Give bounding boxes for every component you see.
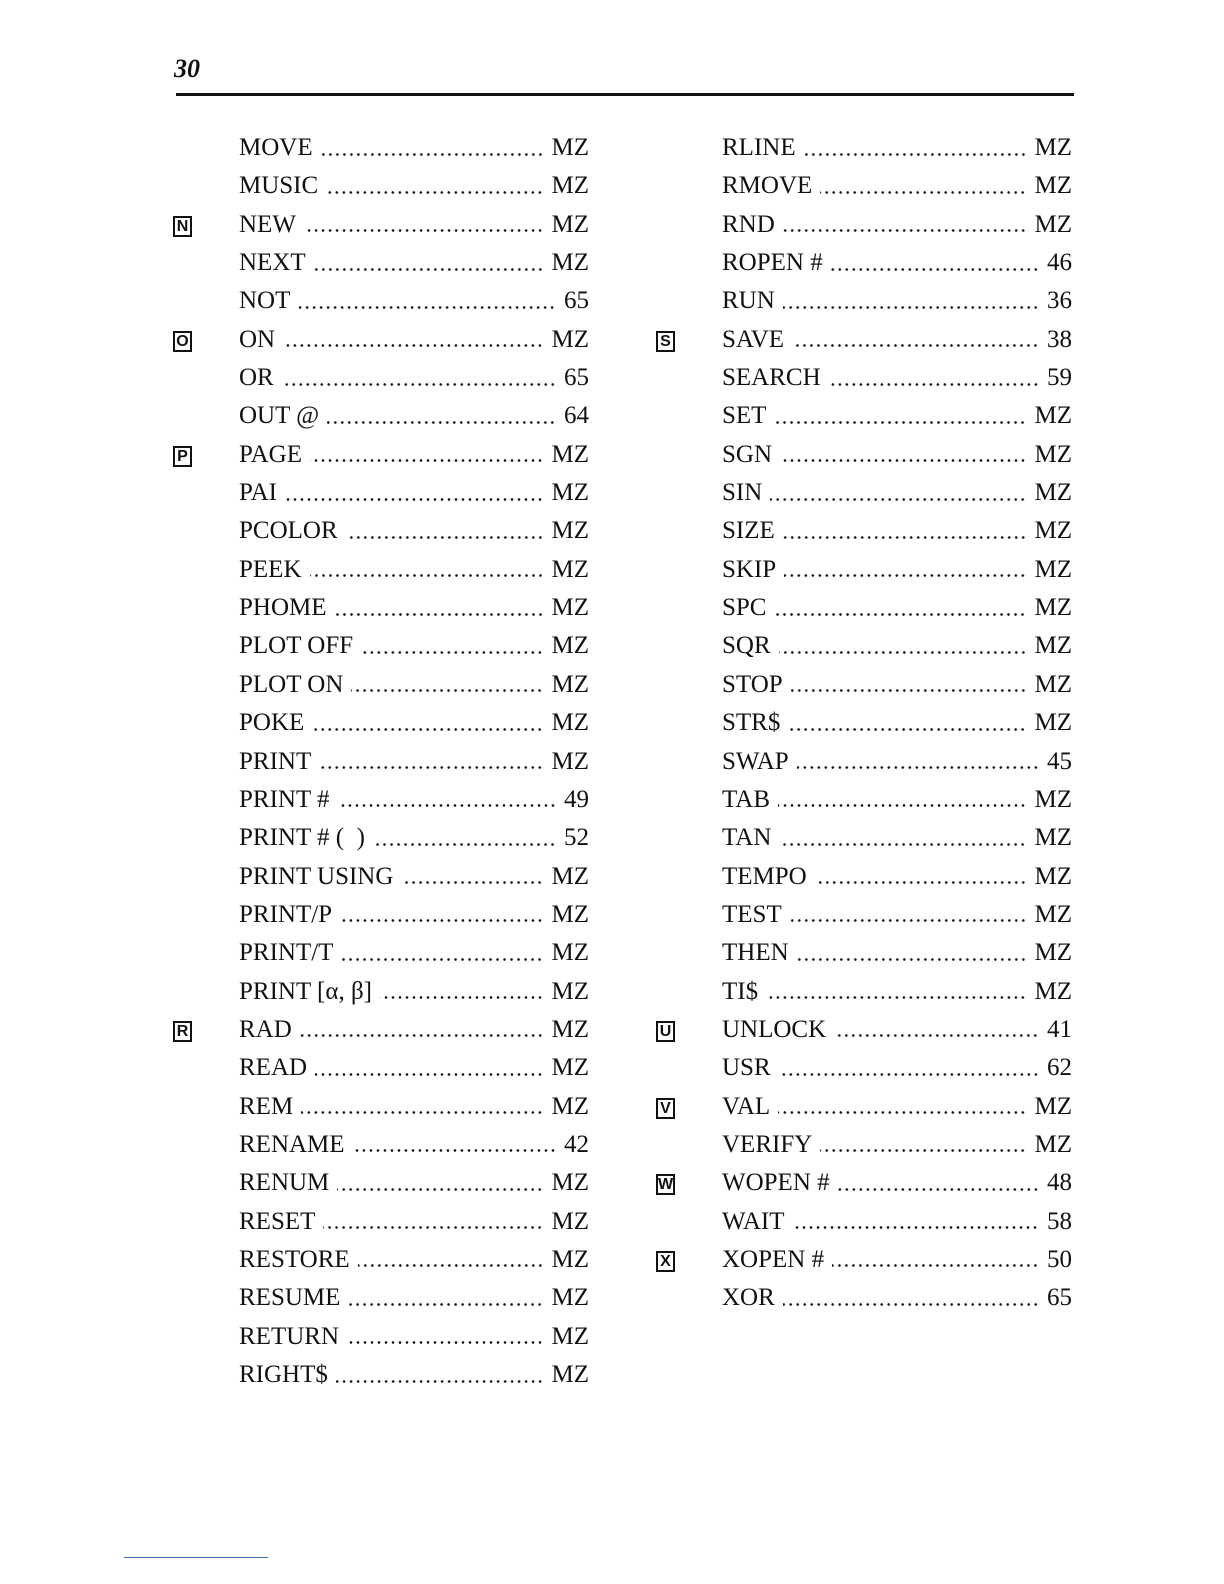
index-entry xyxy=(722,704,1072,742)
section-letter-box: U xyxy=(656,1021,675,1042)
index-entry xyxy=(722,973,1072,1011)
entry-reference: MZ xyxy=(551,172,589,200)
index-entry xyxy=(239,973,589,1011)
dot-leader xyxy=(323,1225,543,1230)
entry-keyword: RETURN xyxy=(239,1322,339,1350)
entry-keyword: ON xyxy=(239,325,276,353)
index-entry xyxy=(239,666,589,704)
entry-reference: MZ xyxy=(1034,1130,1072,1158)
dot-leader xyxy=(301,1110,543,1115)
index-entry xyxy=(722,551,1072,589)
entry-keyword: PRINT/T xyxy=(239,939,334,967)
dot-leader xyxy=(815,880,1027,885)
dot-leader xyxy=(792,343,1039,348)
entry-reference: MZ xyxy=(1034,134,1072,161)
dot-leader xyxy=(784,573,1026,578)
entry-reference: MZ xyxy=(551,1015,589,1043)
entry-keyword: SAVE xyxy=(722,325,785,353)
dot-leader xyxy=(797,957,1027,962)
entry-keyword: PRINT/P xyxy=(239,900,333,928)
index-entry xyxy=(239,206,589,244)
section-letter-box: O xyxy=(173,331,192,352)
dot-leader xyxy=(778,803,1027,808)
entry-reference: MZ xyxy=(551,555,589,583)
index-entry xyxy=(239,1088,589,1126)
index-entry xyxy=(239,474,589,512)
entry-keyword: OUT @ xyxy=(239,402,320,430)
dot-leader xyxy=(336,1379,544,1384)
index-entry xyxy=(239,1318,589,1356)
header-rule xyxy=(176,93,1074,96)
dot-leader xyxy=(300,1033,544,1038)
dot-leader xyxy=(380,995,544,1000)
index-entry xyxy=(722,321,1072,359)
dot-leader xyxy=(347,1340,544,1345)
index-entry xyxy=(722,819,1072,857)
index-entry xyxy=(722,282,1072,320)
index-entry xyxy=(239,819,589,857)
entry-keyword: WAIT xyxy=(722,1207,785,1235)
entry-keyword: STR$ xyxy=(722,709,781,737)
entry-reference: MZ xyxy=(551,479,589,507)
entry-keyword: PLOT OFF xyxy=(239,632,354,660)
entry-reference: 42 xyxy=(564,1130,589,1158)
dot-leader xyxy=(780,458,1026,463)
entry-keyword: SKIP xyxy=(722,555,777,583)
entry-keyword: NEXT xyxy=(239,249,306,277)
entry-keyword: PAI xyxy=(239,479,277,507)
entry-keyword: SIN xyxy=(722,479,763,507)
dot-leader xyxy=(766,995,1026,1000)
entry-keyword: PRINT [α, β] xyxy=(239,977,372,1005)
dot-leader xyxy=(783,305,1039,310)
section-letter-box: S xyxy=(656,331,675,352)
entry-keyword: ROPEN # xyxy=(722,249,823,277)
entry-reference: MZ xyxy=(551,517,589,545)
entry-reference: MZ xyxy=(551,1284,589,1312)
entry-keyword: SQR xyxy=(722,632,771,660)
dot-leader xyxy=(778,1110,1026,1115)
entry-reference: 64 xyxy=(564,402,589,430)
index-entry xyxy=(239,359,589,397)
index-entry xyxy=(239,858,589,896)
dot-leader xyxy=(310,573,544,578)
entry-reference: MZ xyxy=(551,1322,589,1350)
index-entry xyxy=(239,244,589,282)
index-entry xyxy=(239,1279,589,1317)
dot-leader xyxy=(774,420,1026,425)
entry-reference: 52 xyxy=(564,824,589,852)
entry-keyword: TEST xyxy=(722,900,782,928)
dot-leader xyxy=(373,842,556,847)
entry-reference: 58 xyxy=(1047,1207,1072,1235)
entry-reference: MZ xyxy=(551,1361,589,1388)
index-entry xyxy=(722,666,1072,704)
index-entry xyxy=(722,1088,1072,1126)
entry-reference: MZ xyxy=(551,594,589,622)
dot-leader xyxy=(790,918,1027,923)
entry-reference: MZ xyxy=(1034,862,1072,890)
entry-reference: 59 xyxy=(1047,364,1072,392)
index-entry xyxy=(239,934,589,972)
index-entry xyxy=(722,1049,1072,1087)
section-letter-box: R xyxy=(173,1021,192,1042)
dot-leader xyxy=(783,228,1027,233)
index-entry xyxy=(239,282,589,320)
entry-reference: MZ xyxy=(551,900,589,928)
section-letter-box: W xyxy=(658,1176,674,1194)
dot-leader xyxy=(832,1263,1039,1268)
entry-reference: MZ xyxy=(1034,709,1072,737)
dot-leader xyxy=(319,765,543,770)
index-entry xyxy=(722,627,1072,665)
entry-reference: MZ xyxy=(551,1245,589,1273)
entry-keyword: TAB xyxy=(722,785,770,813)
entry-keyword: WOPEN # xyxy=(722,1169,830,1197)
index-entry xyxy=(722,743,1072,781)
entry-keyword: RLINE xyxy=(722,134,796,161)
dot-leader xyxy=(820,190,1026,195)
entry-keyword: PLOT ON xyxy=(239,670,344,698)
entry-reference: MZ xyxy=(551,632,589,660)
section-letter-box: N xyxy=(173,216,192,237)
index-entry xyxy=(239,1126,589,1164)
entry-reference: MZ xyxy=(551,939,589,967)
entry-reference: 65 xyxy=(1047,1284,1072,1312)
footer-line xyxy=(124,1557,268,1558)
index-entry xyxy=(239,1356,589,1394)
entry-keyword: UNLOCK xyxy=(722,1015,827,1043)
entry-reference: MZ xyxy=(551,1207,589,1235)
dot-leader xyxy=(346,535,544,540)
index-entry xyxy=(722,244,1072,282)
dot-leader xyxy=(804,152,1027,157)
entry-keyword: PHOME xyxy=(239,594,327,622)
dot-leader xyxy=(401,880,543,885)
entry-keyword: XOPEN # xyxy=(722,1245,825,1273)
index-entry xyxy=(239,551,589,589)
index-entry xyxy=(722,589,1072,627)
dot-leader xyxy=(298,305,556,310)
entry-keyword: PRINT # ( ) xyxy=(239,824,365,852)
entry-reference: MZ xyxy=(551,862,589,890)
index-entry xyxy=(239,1011,589,1049)
entry-keyword: PRINT # xyxy=(239,785,330,813)
entry-reference: MZ xyxy=(1034,555,1072,583)
index-entry xyxy=(722,397,1072,435)
entry-keyword: VAL xyxy=(722,1092,771,1120)
dot-leader xyxy=(829,382,1039,387)
index-entry xyxy=(239,743,589,781)
dot-leader xyxy=(338,803,556,808)
entry-keyword: MUSIC xyxy=(239,172,319,200)
index-entry xyxy=(722,896,1072,934)
entry-keyword: THEN xyxy=(722,939,789,967)
entry-reference: 41 xyxy=(1047,1015,1072,1043)
entry-reference: MZ xyxy=(551,1054,589,1082)
index-entry xyxy=(239,436,589,474)
entry-reference: MZ xyxy=(551,134,589,161)
index-entry xyxy=(722,781,1072,819)
entry-reference: 36 xyxy=(1047,287,1072,315)
index-entry xyxy=(239,512,589,550)
index-entry xyxy=(722,474,1072,512)
entry-reference: MZ xyxy=(1034,824,1072,852)
entry-keyword: NEW xyxy=(239,210,296,238)
entry-keyword: USR xyxy=(722,1054,771,1082)
dot-leader xyxy=(791,688,1027,693)
entry-keyword: SPC xyxy=(722,594,767,622)
entry-keyword: RESUME xyxy=(239,1284,341,1312)
entry-reference: MZ xyxy=(1034,479,1072,507)
entry-reference: MZ xyxy=(1034,632,1072,660)
entry-keyword: SWAP xyxy=(722,747,789,775)
index-entry xyxy=(722,436,1072,474)
entry-reference: 49 xyxy=(564,785,589,813)
dot-leader xyxy=(340,918,543,923)
dot-leader xyxy=(779,1072,1039,1077)
index-entry xyxy=(239,167,589,205)
index-entry xyxy=(722,1126,1072,1164)
dot-leader xyxy=(831,267,1039,272)
entry-reference: 65 xyxy=(564,287,589,315)
index-entry xyxy=(722,1279,1072,1317)
index-entry xyxy=(239,129,589,167)
index-entry xyxy=(722,1011,1072,1049)
dot-leader xyxy=(326,190,543,195)
entry-keyword: PCOLOR xyxy=(239,517,338,545)
index-entry xyxy=(239,896,589,934)
section-letter-box: X xyxy=(656,1251,675,1272)
entry-reference: MZ xyxy=(1034,210,1072,238)
entry-reference: MZ xyxy=(1034,977,1072,1005)
entry-keyword: NOT xyxy=(239,287,291,315)
entry-reference: MZ xyxy=(1034,939,1072,967)
entry-keyword: RIGHT$ xyxy=(239,1361,328,1388)
index-entry xyxy=(239,1049,589,1087)
entry-keyword: PEEK xyxy=(239,555,302,583)
entry-reference: MZ xyxy=(1034,1092,1072,1120)
dot-leader xyxy=(353,1148,556,1153)
entry-keyword: PRINT xyxy=(239,747,312,775)
dot-leader xyxy=(337,1187,543,1192)
dot-leader xyxy=(348,1302,543,1307)
entry-keyword: TI$ xyxy=(722,977,759,1005)
dot-leader xyxy=(361,650,543,655)
entry-reference: 48 xyxy=(1047,1169,1072,1197)
entry-reference: MZ xyxy=(1034,670,1072,698)
entry-keyword: REM xyxy=(239,1092,294,1120)
index-entry xyxy=(239,321,589,359)
index-entry xyxy=(722,934,1072,972)
dot-leader xyxy=(820,1148,1026,1153)
dot-leader xyxy=(779,650,1027,655)
dot-leader xyxy=(304,228,544,233)
entry-reference: 38 xyxy=(1047,325,1072,353)
index-entry xyxy=(722,206,1072,244)
dot-leader xyxy=(358,1263,544,1268)
dot-leader xyxy=(834,1033,1039,1038)
dot-leader xyxy=(792,1225,1039,1230)
entry-reference: MZ xyxy=(1034,785,1072,813)
entry-reference: MZ xyxy=(1034,440,1072,468)
entry-reference: MZ xyxy=(551,1169,589,1197)
entry-reference: MZ xyxy=(551,210,589,238)
entry-keyword: POKE xyxy=(239,709,305,737)
index-entry xyxy=(239,1241,589,1279)
dot-leader xyxy=(797,765,1039,770)
index-entry xyxy=(722,858,1072,896)
entry-keyword: RND xyxy=(722,210,775,238)
page-number: 30 xyxy=(174,54,200,83)
entry-keyword: XOR xyxy=(722,1284,775,1312)
entry-reference: MZ xyxy=(551,249,589,277)
index-entry xyxy=(239,627,589,665)
dot-leader xyxy=(327,420,556,425)
entry-keyword: SET xyxy=(722,402,767,430)
entry-keyword: RMOVE xyxy=(722,172,813,200)
dot-leader xyxy=(351,688,543,693)
index-entry xyxy=(722,1203,1072,1241)
entry-reference: MZ xyxy=(551,440,589,468)
dot-leader xyxy=(783,1302,1039,1307)
entry-keyword: RAD xyxy=(239,1015,292,1043)
dot-leader xyxy=(770,497,1026,502)
entry-keyword: SGN xyxy=(722,440,773,468)
dot-leader xyxy=(335,612,544,617)
dot-leader xyxy=(315,1072,543,1077)
entry-keyword: RESET xyxy=(239,1207,316,1235)
entry-keyword: READ xyxy=(239,1054,308,1082)
dot-leader xyxy=(285,497,544,502)
entry-reference: 62 xyxy=(1047,1054,1072,1082)
index-entry xyxy=(722,167,1072,205)
entry-keyword: RENUM xyxy=(239,1169,330,1197)
entry-keyword: PRINT USING xyxy=(239,862,394,890)
dot-leader xyxy=(321,152,544,157)
entry-reference: MZ xyxy=(1034,900,1072,928)
entry-keyword: VERIFY xyxy=(722,1130,813,1158)
entry-reference: 46 xyxy=(1047,249,1072,277)
index-entry xyxy=(722,1241,1072,1279)
dot-leader xyxy=(783,535,1027,540)
entry-keyword: RESTORE xyxy=(239,1245,350,1273)
section-letter-box: P xyxy=(173,446,192,467)
index-entry xyxy=(239,397,589,435)
index-entry xyxy=(239,1164,589,1202)
dot-leader xyxy=(788,727,1026,732)
entry-reference: MZ xyxy=(551,1092,589,1120)
entry-keyword: TAN xyxy=(722,824,772,852)
index-entry xyxy=(239,589,589,627)
dot-leader xyxy=(283,343,543,348)
entry-keyword: SEARCH xyxy=(722,364,821,392)
index-entry xyxy=(722,129,1072,167)
entry-reference: MZ xyxy=(551,977,589,1005)
dot-leader xyxy=(779,842,1026,847)
entry-keyword: STOP xyxy=(722,670,783,698)
dot-leader xyxy=(282,382,556,387)
entry-keyword: MOVE xyxy=(239,134,313,161)
entry-reference: MZ xyxy=(1034,594,1072,622)
dot-leader xyxy=(312,727,543,732)
entry-reference: MZ xyxy=(551,670,589,698)
entry-keyword: SIZE xyxy=(722,517,775,545)
entry-reference: MZ xyxy=(1034,517,1072,545)
dot-leader xyxy=(341,957,543,962)
entry-reference: MZ xyxy=(1034,172,1072,200)
entry-keyword: OR xyxy=(239,364,274,392)
entry-reference: MZ xyxy=(551,709,589,737)
entry-reference: MZ xyxy=(551,747,589,775)
index-entry xyxy=(722,1164,1072,1202)
entry-keyword: RENAME xyxy=(239,1130,345,1158)
entry-reference: 45 xyxy=(1047,747,1072,775)
dot-leader xyxy=(314,267,544,272)
entry-reference: 50 xyxy=(1047,1245,1072,1273)
index-entry xyxy=(722,359,1072,397)
dot-leader xyxy=(310,458,544,463)
index-entry xyxy=(722,512,1072,550)
index-entry xyxy=(239,781,589,819)
entry-reference: 65 xyxy=(564,364,589,392)
dot-leader xyxy=(838,1187,1039,1192)
entry-reference: MZ xyxy=(1034,402,1072,430)
entry-keyword: RUN xyxy=(722,287,775,315)
index-entry xyxy=(239,704,589,742)
entry-keyword: TEMPO xyxy=(722,862,807,890)
index-entry xyxy=(239,1203,589,1241)
section-letter-box: V xyxy=(656,1098,675,1119)
dot-leader xyxy=(774,612,1026,617)
entry-reference: MZ xyxy=(551,325,589,353)
entry-keyword: PAGE xyxy=(239,440,302,468)
